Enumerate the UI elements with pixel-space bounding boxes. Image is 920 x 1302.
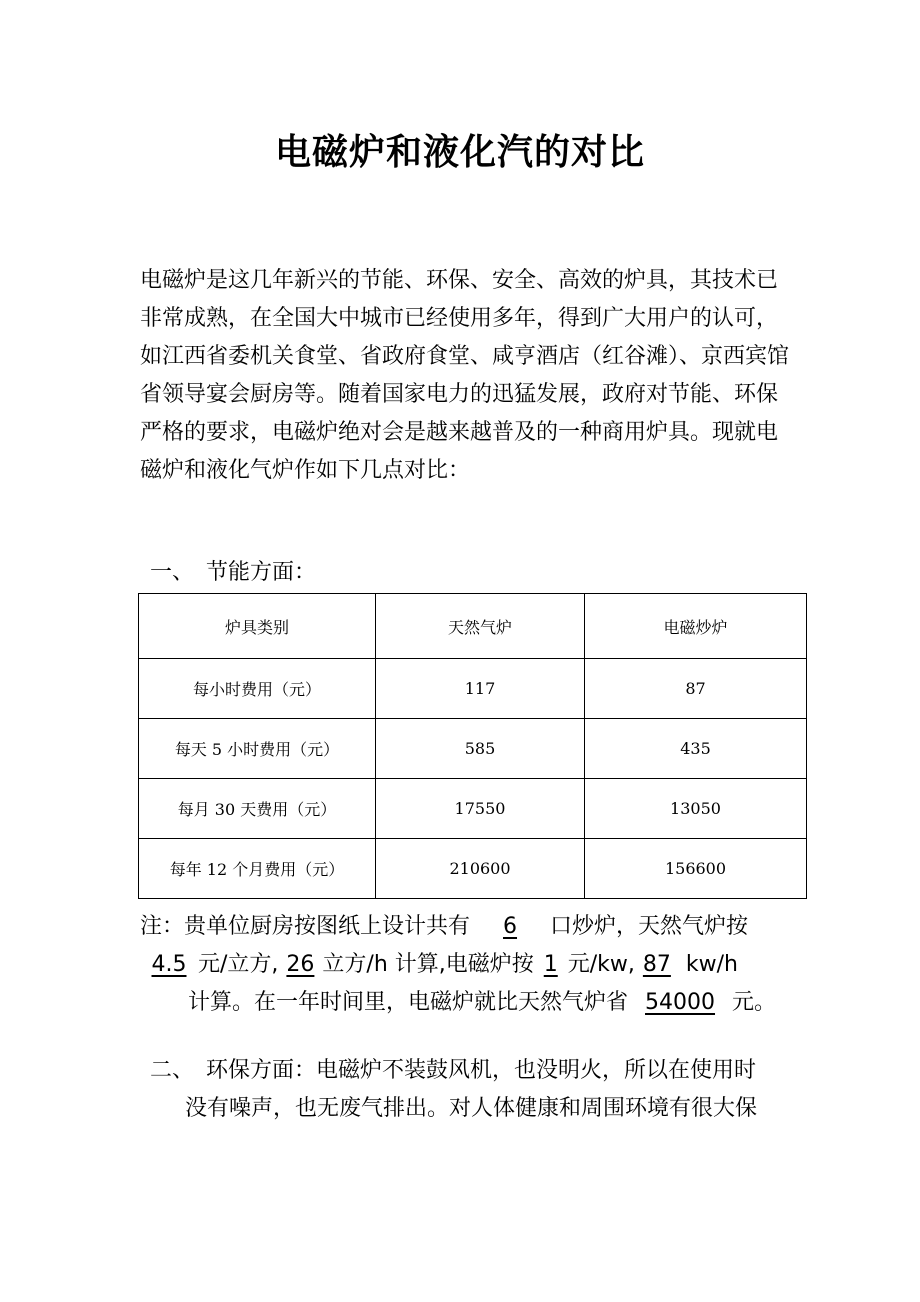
table-header-cell: 炉具类别: [139, 594, 376, 659]
note-text: kw/h: [678, 952, 738, 977]
table-row: [139, 719, 807, 779]
cost-comparison-table: [138, 593, 807, 899]
table-header-row: [139, 594, 807, 659]
note-paragraph: [140, 908, 790, 1022]
section-1-heading: [150, 554, 316, 592]
table-cell-gas: 17550: [376, 779, 585, 839]
note-text: 口炒炉，天然气炉按: [550, 914, 749, 939]
table-row: [139, 659, 807, 719]
gas-price-value: 4.5: [151, 952, 187, 977]
table-cell-label: 每月 30 天费用（元）: [139, 779, 376, 839]
note-text: 元/立方,: [198, 952, 279, 977]
table-cell-gas: 585: [376, 719, 585, 779]
note-text: 注：贵单位厨房按图纸上设计共有: [140, 914, 471, 939]
annual-savings-value: 54000: [645, 990, 716, 1015]
note-text: 元。: [732, 990, 777, 1015]
table-cell-induction: 435: [585, 719, 807, 779]
note-text: 立方/h 计算,电磁炉按: [322, 952, 534, 977]
section-1-number: 一、: [150, 560, 195, 585]
table-cell-label: 每年 12 个月费用（元）: [139, 839, 376, 899]
table-cell-induction: 156600: [585, 839, 807, 899]
table-header-cell: 电磁炒炉: [585, 594, 807, 659]
section-2-text: 环保方面：电磁炉不装鼓风机，也没明火，所以在使用时: [206, 1058, 757, 1083]
table-header-cell: 天然气炉: [376, 594, 585, 659]
section-2-line-1: [150, 1052, 790, 1090]
note-line-3: [140, 984, 790, 1022]
table-cell-induction: 13050: [585, 779, 807, 839]
intro-paragraph: 电磁炉是这几年新兴的节能、环保、安全、高效的炉具，其技术已非常成熟，在全国大中城市已经使用多年，得到广大用户的认可，如江西省委机关食堂、省政府食堂、咸亨酒店（红谷滩）、京西宾馆省领导宴会厨房等。随着国家电力的迅猛发展，政府对节能、环保严格的要求，电磁炉绝对会是越来越普及的一种商用炉具。现就电磁炉和液化气炉作如下几点对比：: [140, 268, 790, 483]
table-cell-label: 每小时费用（元）: [139, 659, 376, 719]
table-cell-label: 每天 5 小时费用（元）: [139, 719, 376, 779]
section-1-title: 节能方面：: [206, 560, 317, 585]
note-line-2: [140, 946, 790, 984]
note-line-1: [140, 908, 790, 946]
section-2-paragraph: [150, 1052, 790, 1128]
page-title: 电磁炉和液化汽的对比: [274, 132, 645, 173]
section-2-line-2: 没有噪声，也无废气排出。对人体健康和周围环境有很大保: [185, 1096, 758, 1121]
electricity-price-value: 1: [543, 952, 558, 977]
section-2-number: 二、: [150, 1058, 195, 1083]
stove-count-value: 6: [503, 914, 518, 939]
table-cell-induction: 87: [585, 659, 807, 719]
note-text: 计算。在一年时间里，电磁炉就比天然气炉省: [188, 990, 629, 1015]
gas-rate-value: 26: [286, 952, 315, 977]
electricity-rate-value: 87: [642, 952, 671, 977]
table-cell-gas: 117: [376, 659, 585, 719]
note-text: 元/kw,: [567, 952, 635, 977]
table-cell-gas: 210600: [376, 839, 585, 899]
table-row: [139, 839, 807, 899]
table-row: [139, 779, 807, 839]
